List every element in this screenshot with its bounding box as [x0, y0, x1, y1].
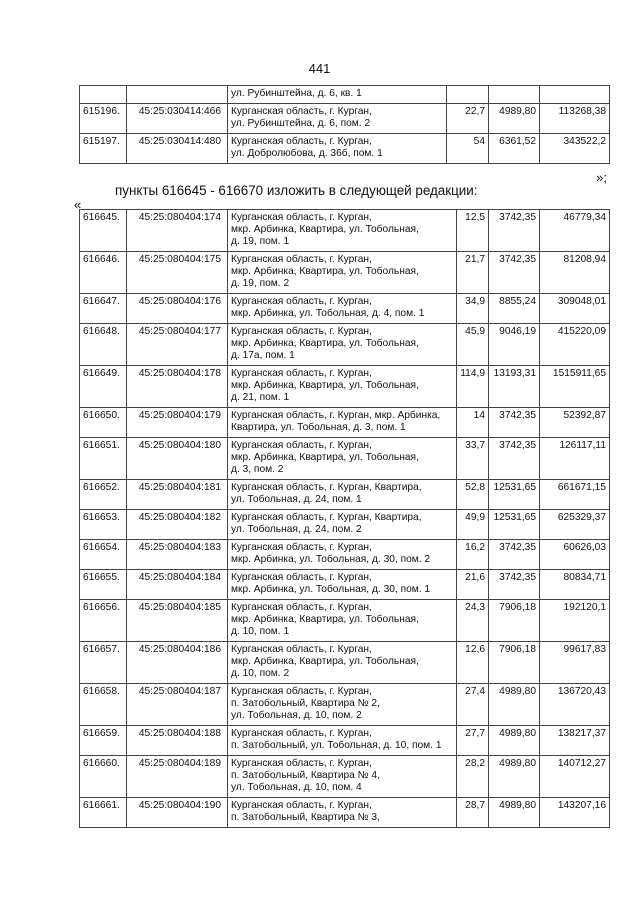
cadastral-value-cell: 80834,71 — [540, 570, 610, 600]
address-line: мкр. Арбинка, Квартира, ул. Тобольная, — [231, 614, 419, 625]
unit-price-cell: 8855,24 — [489, 294, 540, 324]
unit-price-cell: 12531,65 — [489, 480, 540, 510]
row-number-cell: 615196. — [80, 104, 127, 134]
address-line: Курганская область, г. Курган, — [231, 602, 372, 613]
table-row — [80, 252, 610, 294]
row-number-cell: 616656. — [80, 600, 127, 642]
area-cell: 54 — [447, 134, 489, 164]
area-cell: 27,7 — [457, 726, 489, 756]
unit-price-cell: 12531,65 — [489, 510, 540, 540]
cadastral-number-cell: 45:25:080404:189 — [127, 756, 228, 798]
table-row — [80, 570, 610, 600]
table-row — [80, 210, 610, 252]
unit-price-cell: 13193,31 — [489, 366, 540, 408]
address-line: мкр. Арбинка, Квартира, ул. Тобольная, — [231, 338, 419, 349]
cadastral-number-cell: 45:25:080404:179 — [127, 408, 228, 438]
unit-price-cell: 3742,35 — [489, 408, 540, 438]
row-number-cell: 616645. — [80, 210, 127, 252]
property-table — [79, 209, 610, 828]
area-cell: 49,9 — [457, 510, 489, 540]
table-row — [80, 798, 610, 828]
row-number-cell: 616653. — [80, 510, 127, 540]
cadastral-value-cell: 46779,34 — [540, 210, 610, 252]
cadastral-number-cell: 45:25:080404:182 — [127, 510, 228, 540]
unit-price-cell: 7906,18 — [489, 642, 540, 684]
address-line: ул. Тобольная, д. 10, пом. 2 — [231, 710, 362, 721]
address-cell — [228, 642, 457, 684]
cadastral-number-cell: 45:25:080404:185 — [127, 600, 228, 642]
unit-price-cell: 7906,18 — [489, 600, 540, 642]
address-line: ул. Тобольная, д. 24, пом. 1 — [231, 494, 362, 505]
cadastral-number-cell: 45:25:080404:184 — [127, 570, 228, 600]
cadastral-value-cell: 1515911,65 — [540, 366, 610, 408]
unit-price-cell: 3742,35 — [489, 252, 540, 294]
area-cell: 45,9 — [457, 324, 489, 366]
area-cell: 12,5 — [457, 210, 489, 252]
address-line: мкр. Арбинка, Квартира, ул. Тобольная, — [231, 452, 419, 463]
address-line: Курганская область, г. Курган, — [231, 542, 372, 553]
address-line: д. 19, пом. 1 — [231, 236, 290, 247]
unit-price-cell: 3742,35 — [489, 540, 540, 570]
cadastral-value-cell: 192120,1 — [540, 600, 610, 642]
cadastral-number-cell: 45:25:080404:178 — [127, 366, 228, 408]
cadastral-number-cell: 45:25:080404:175 — [127, 252, 228, 294]
address-line: мкр. Арбинка, Квартира, ул. Тобольная, — [231, 380, 419, 391]
address-cell — [228, 510, 457, 540]
area-cell: 12,6 — [457, 642, 489, 684]
address-cell — [228, 684, 457, 726]
area-cell: 24,3 — [457, 600, 489, 642]
row-number-cell: 616652. — [80, 480, 127, 510]
address-line: д. 21, пом. 1 — [231, 392, 290, 403]
row-number-cell: 616657. — [80, 642, 127, 684]
address-line: д. 19, пом. 2 — [231, 278, 290, 289]
cadastral-number-cell: 45:25:080404:188 — [127, 726, 228, 756]
table-row — [80, 642, 610, 684]
address-line: Курганская область, г. Курган, — [231, 254, 372, 265]
address-cell — [228, 540, 457, 570]
cadastral-value-cell — [540, 86, 610, 104]
row-number-cell — [80, 86, 127, 104]
cadastral-number-cell: 45:25:080404:177 — [127, 324, 228, 366]
cadastral-value-cell: 52392,87 — [540, 408, 610, 438]
address-cell — [228, 480, 457, 510]
address-line: Курганская область, г. Курган, — [231, 800, 372, 811]
table-row — [80, 324, 610, 366]
cadastral-number-cell: 45:25:080404:190 — [127, 798, 228, 828]
cadastral-value-cell: 60626,03 — [540, 540, 610, 570]
address-line: ул. Рубинштейна, д. 6, кв. 1 — [231, 88, 362, 99]
cadastral-value-cell: 661671,15 — [540, 480, 610, 510]
address-line: Курганская область, г. Курган, мкр. Арбинка, — [231, 410, 441, 421]
address-line: Курганская область, г. Курган, Квартира, — [231, 512, 422, 523]
cadastral-number-cell — [127, 86, 228, 104]
table-row — [80, 134, 610, 164]
row-number-cell: 616659. — [80, 726, 127, 756]
address-line: Курганская область, г. Курган, Квартира, — [231, 482, 422, 493]
unit-price-cell: 4989,80 — [489, 104, 540, 134]
address-line: мкр. Арбинка, Квартира, ул. Тобольная, — [231, 224, 419, 235]
address-line: п. Затобольный, Квартира № 3, — [231, 812, 380, 823]
address-cell — [228, 134, 447, 164]
table-row — [80, 438, 610, 480]
area-cell: 28,2 — [457, 756, 489, 798]
row-number-cell: 616658. — [80, 684, 127, 726]
cadastral-value-cell: 126117,11 — [540, 438, 610, 480]
address-cell — [228, 438, 457, 480]
address-cell — [228, 86, 447, 104]
address-line: Квартира, ул. Тобольная, д. 3, пом. 1 — [231, 422, 406, 433]
amendment-instruction: пункты 616645 - 616670 изложить в следующей редакции: — [115, 183, 478, 198]
cadastral-value-cell: 625329,37 — [540, 510, 610, 540]
cadastral-value-cell: 140712,27 — [540, 756, 610, 798]
cadastral-number-cell: 45:25:030414:480 — [127, 134, 228, 164]
table-row — [80, 480, 610, 510]
cadastral-value-cell: 138217,37 — [540, 726, 610, 756]
page-number: 441 — [308, 61, 331, 76]
area-cell: 16,2 — [457, 540, 489, 570]
table-row — [80, 540, 610, 570]
address-cell — [228, 324, 457, 366]
address-cell — [228, 366, 457, 408]
cadastral-value-cell: 81208,94 — [540, 252, 610, 294]
row-number-cell: 616661. — [80, 798, 127, 828]
row-number-cell: 615197. — [80, 134, 127, 164]
address-cell — [228, 570, 457, 600]
table-row — [80, 684, 610, 726]
address-line: ул. Добролюбова, д. 36б, пом. 1 — [231, 148, 383, 159]
unit-price-cell: 4989,80 — [489, 684, 540, 726]
address-line: д. 10, пом. 1 — [231, 626, 290, 637]
address-cell — [228, 294, 457, 324]
address-line: Курганская область, г. Курган, — [231, 758, 372, 769]
cadastral-number-cell: 45:25:030414:466 — [127, 104, 228, 134]
address-line: Курганская область, г. Курган, — [231, 686, 372, 697]
cadastral-value-cell: 99617,83 — [540, 642, 610, 684]
address-cell — [228, 104, 447, 134]
area-cell: 27,4 — [457, 684, 489, 726]
area-cell: 34,9 — [457, 294, 489, 324]
unit-price-cell: 6361,52 — [489, 134, 540, 164]
area-cell: 22,7 — [447, 104, 489, 134]
table-row — [80, 726, 610, 756]
cadastral-value-cell: 143207,16 — [540, 798, 610, 828]
address-cell — [228, 756, 457, 798]
address-line: Курганская область, г. Курган, — [231, 106, 372, 117]
cadastral-number-cell: 45:25:080404:176 — [127, 294, 228, 324]
address-line: Курганская область, г. Курган, — [231, 572, 372, 583]
area-cell: 52,8 — [457, 480, 489, 510]
address-line: ул. Тобольная, д. 10, пом. 4 — [231, 782, 362, 793]
unit-price-cell — [489, 86, 540, 104]
row-number-cell: 616649. — [80, 366, 127, 408]
address-line: Курганская область, г. Курган, — [231, 440, 372, 451]
address-line: ул. Тобольная, д. 24, пом. 2 — [231, 524, 362, 535]
table-row — [80, 510, 610, 540]
area-cell: 33,7 — [457, 438, 489, 480]
address-line: п. Затобольный, Квартира № 4, — [231, 770, 380, 781]
unit-price-cell: 4989,80 — [489, 798, 540, 828]
previous-section-table — [79, 85, 610, 164]
unit-price-cell: 3742,35 — [489, 210, 540, 252]
address-line: Курганская область, г. Курган, — [231, 326, 372, 337]
address-line: Курганская область, г. Курган, — [231, 368, 372, 379]
opening-quote: « — [74, 197, 82, 212]
table-row — [80, 294, 610, 324]
table-row — [80, 104, 610, 134]
address-line: Курганская область, г. Курган, — [231, 644, 372, 655]
address-line: мкр. Арбинка, Квартира, ул. Тобольная, — [231, 656, 419, 667]
address-line: д. 10, пом. 2 — [231, 668, 290, 679]
address-cell — [228, 798, 457, 828]
address-cell — [228, 408, 457, 438]
row-number-cell: 616647. — [80, 294, 127, 324]
address-cell — [228, 210, 457, 252]
cadastral-number-cell: 45:25:080404:183 — [127, 540, 228, 570]
address-line: Курганская область, г. Курган, — [231, 136, 372, 147]
unit-price-cell: 3742,35 — [489, 570, 540, 600]
area-cell — [447, 86, 489, 104]
address-line: Курганская область, г. Курган, — [231, 212, 372, 223]
address-line: д. 17а, пом. 1 — [231, 350, 295, 361]
table-row — [80, 86, 610, 104]
row-number-cell: 616648. — [80, 324, 127, 366]
address-line: мкр. Арбинка, Квартира, ул. Тобольная, — [231, 266, 419, 277]
address-line: мкр. Арбинка, ул. Тобольная, д. 4, пом. 1 — [231, 308, 425, 319]
unit-price-cell: 4989,80 — [489, 726, 540, 756]
address-line: ул. Рубинштейна, д. 6, пом. 2 — [231, 118, 371, 129]
row-number-cell: 616660. — [80, 756, 127, 798]
table-row — [80, 366, 610, 408]
address-cell — [228, 252, 457, 294]
address-line: Курганская область, г. Курган, — [231, 728, 372, 739]
cadastral-value-cell: 309048,01 — [540, 294, 610, 324]
table-row — [80, 600, 610, 642]
table-row — [80, 756, 610, 798]
cadastral-value-cell: 113268,38 — [540, 104, 610, 134]
row-number-cell: 616646. — [80, 252, 127, 294]
unit-price-cell: 9046,19 — [489, 324, 540, 366]
cadastral-number-cell: 45:25:080404:187 — [127, 684, 228, 726]
cadastral-number-cell: 45:25:080404:186 — [127, 642, 228, 684]
cadastral-value-cell: 415220,09 — [540, 324, 610, 366]
area-cell: 14 — [457, 408, 489, 438]
address-line: мкр. Арбинка, ул. Тобольная, д. 30, пом. 1 — [231, 584, 431, 595]
table-row — [80, 408, 610, 438]
cadastral-number-cell: 45:25:080404:174 — [127, 210, 228, 252]
address-line: Курганская область, г. Курган, — [231, 296, 372, 307]
area-cell: 28,7 — [457, 798, 489, 828]
closing-quote: »; — [596, 170, 607, 185]
area-cell: 21,6 — [457, 570, 489, 600]
address-line: п. Затобольный, Квартира № 2, — [231, 698, 380, 709]
address-line: п. Затобольный, ул. Тобольная, д. 10, пом. 1 — [231, 740, 442, 751]
address-cell — [228, 726, 457, 756]
cadastral-value-cell: 136720,43 — [540, 684, 610, 726]
row-number-cell: 616651. — [80, 438, 127, 480]
cadastral-number-cell: 45:25:080404:180 — [127, 438, 228, 480]
unit-price-cell: 3742,35 — [489, 438, 540, 480]
row-number-cell: 616650. — [80, 408, 127, 438]
cadastral-value-cell: 343522,2 — [540, 134, 610, 164]
unit-price-cell: 4989,80 — [489, 756, 540, 798]
cadastral-number-cell: 45:25:080404:181 — [127, 480, 228, 510]
area-cell: 114,9 — [457, 366, 489, 408]
row-number-cell: 616654. — [80, 540, 127, 570]
address-line: мкр. Арбинка, ул. Тобольная, д. 30, пом. 2 — [231, 554, 431, 565]
area-cell: 21,7 — [457, 252, 489, 294]
address-line: д. 3, пом. 2 — [231, 464, 284, 475]
row-number-cell: 616655. — [80, 570, 127, 600]
address-cell — [228, 600, 457, 642]
